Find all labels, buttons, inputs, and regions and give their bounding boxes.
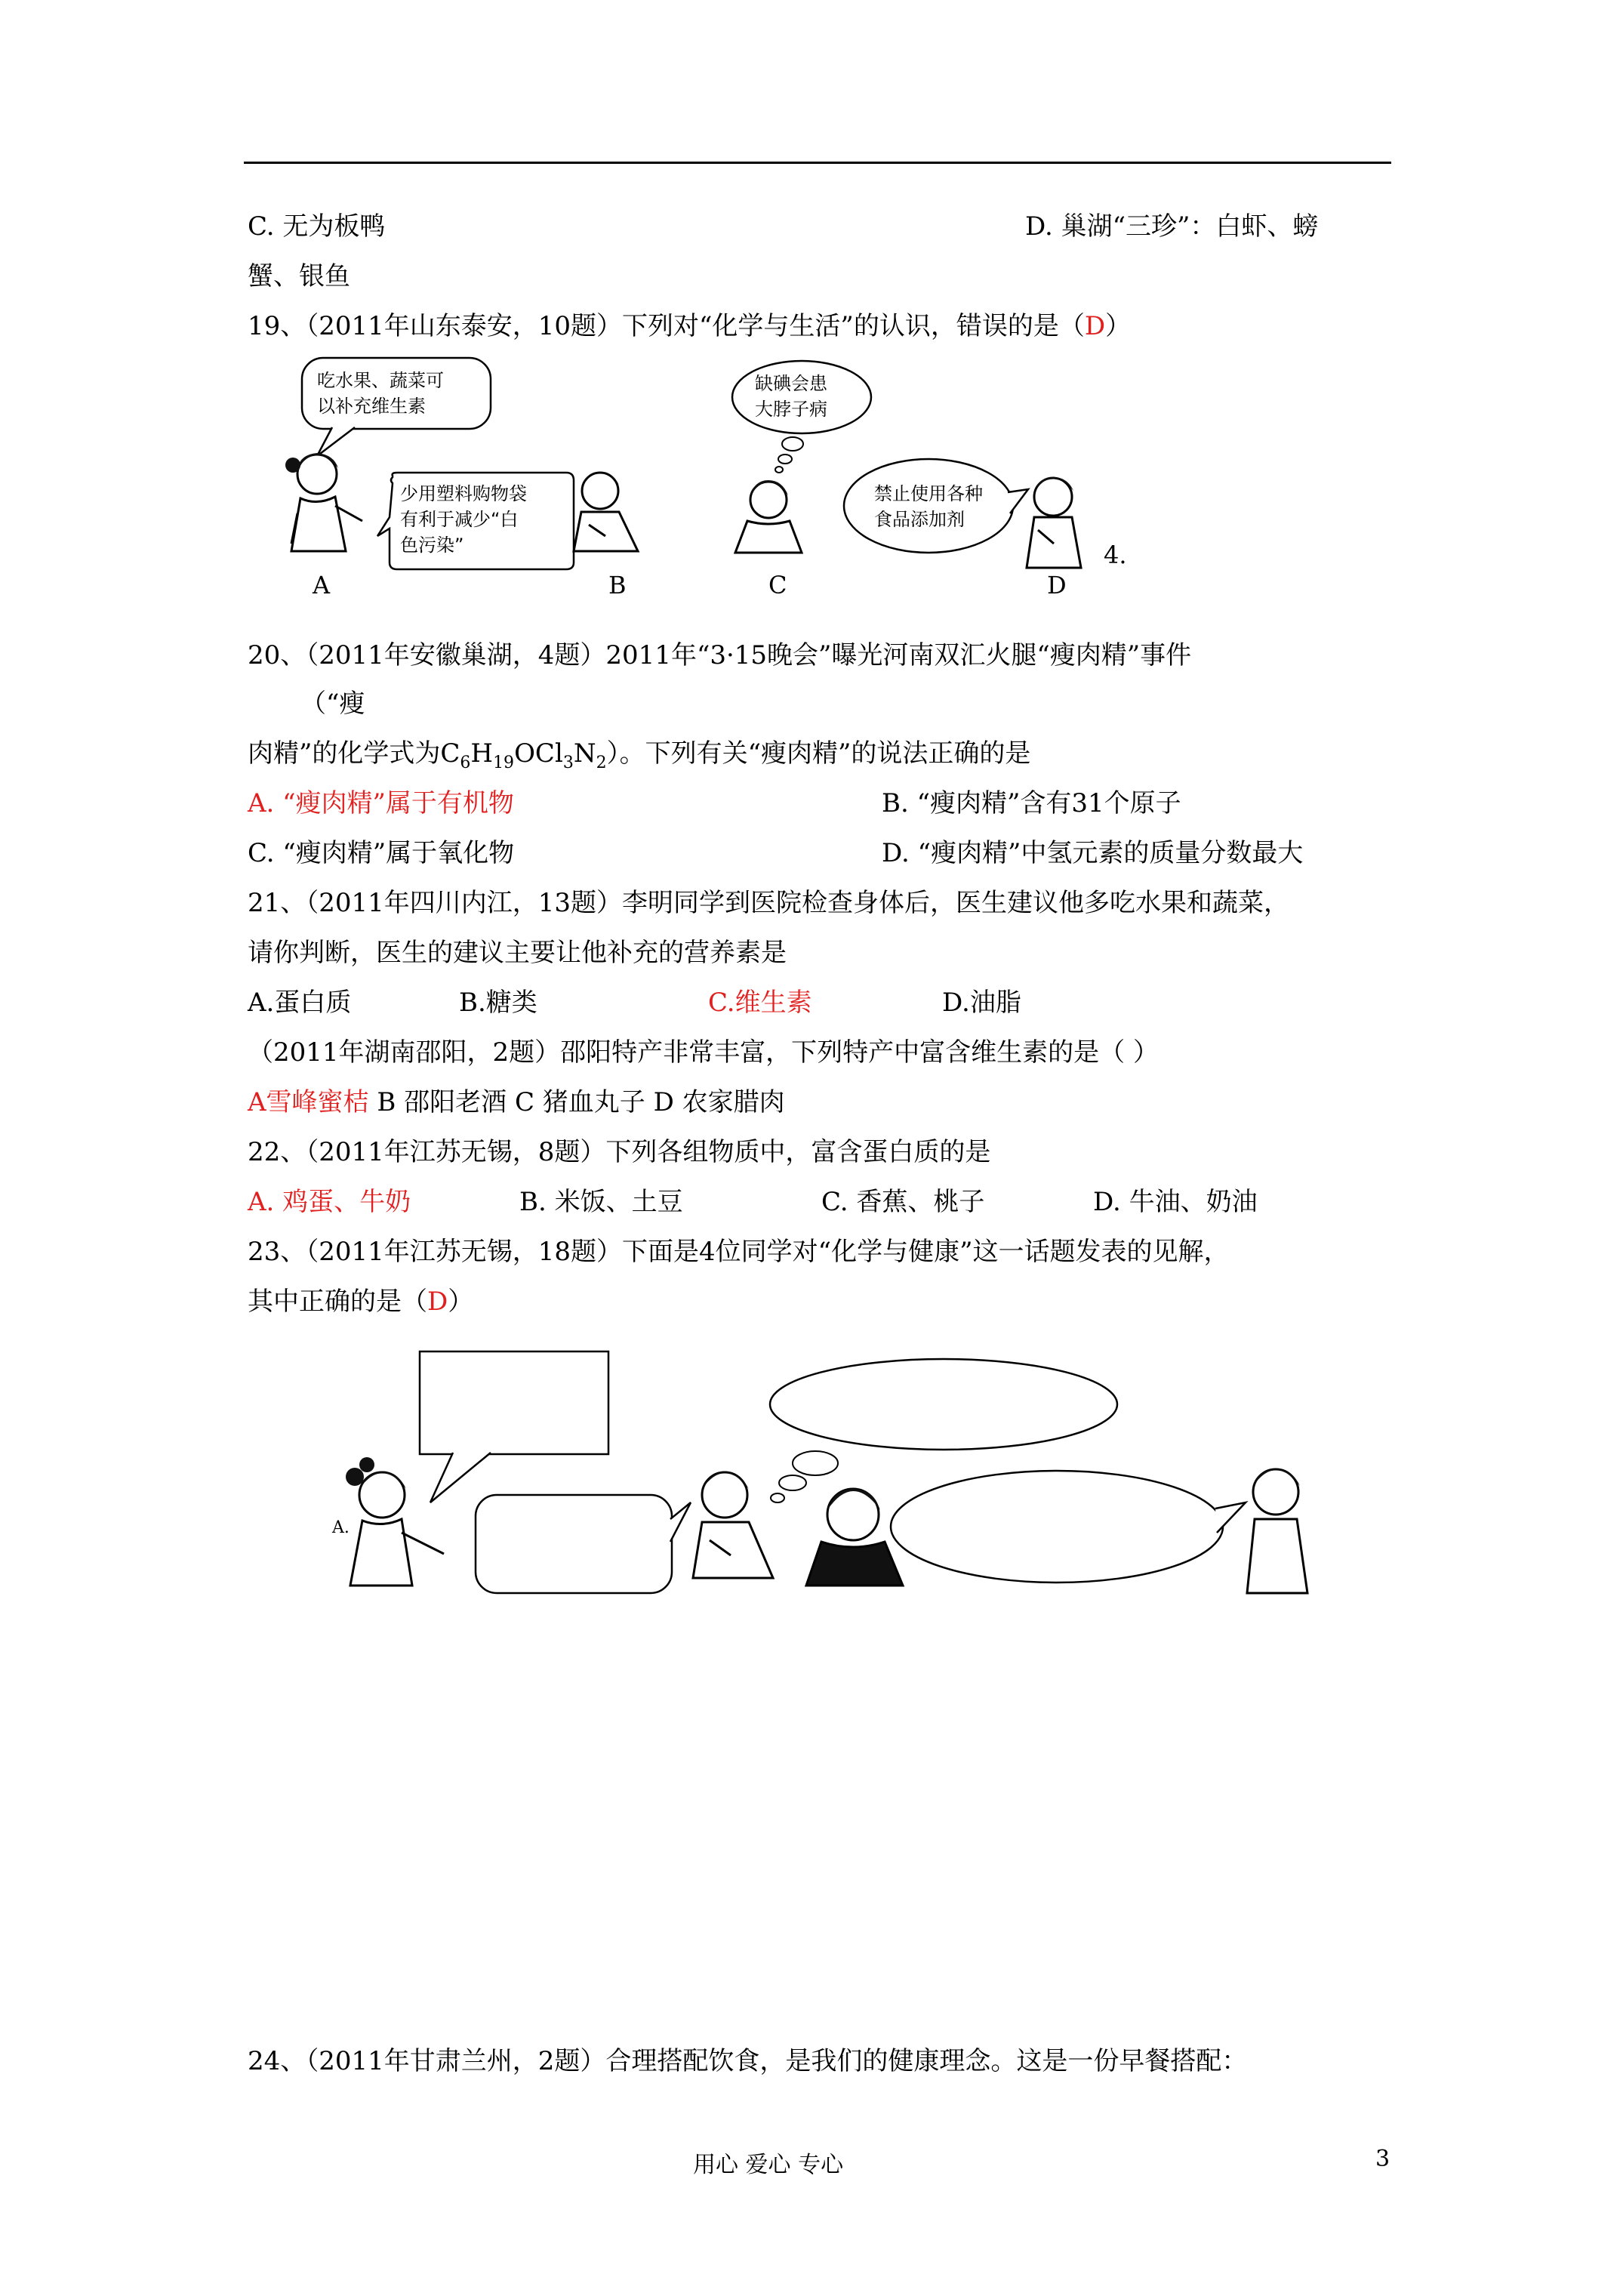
question-21-line2: 请你判断，医生的建议主要让他补充的营养素是 — [248, 938, 787, 968]
bubble-b-line3: 色污染” — [400, 535, 464, 556]
question-24: 24、（2011年甘肃兰州，2题）合理搭配饮食，是我们的健康理念。这是一份早餐搭配： — [248, 2046, 1248, 2076]
answer-19: D — [1084, 311, 1106, 341]
q20-option-d: D. “瘦肉精”中氢元素的质量分数最大 — [882, 838, 1304, 868]
question-19: 19、（2011年山东泰安，10题）下列对“化学与生活”的认识，错误的是（D） — [248, 311, 1132, 341]
bubble-d-line1: 禁止使用各种 — [874, 483, 983, 504]
figure-19-cartoon — [264, 355, 1147, 604]
student-c-figure — [735, 480, 802, 553]
figure23-student-a — [331, 1457, 444, 1586]
q21-option-a: A.蛋白质 — [248, 988, 352, 1018]
question-20-line1: 20、（2011年安徽巢湖，4题）2011年“3·15晚会”曝光河南双汇火腿“瘦肉精”事件 — [248, 640, 1192, 670]
q22-option-b: B. 米饭、土豆 — [519, 1187, 683, 1217]
figure-23-cartoon — [317, 1344, 1351, 1601]
bubble-b-line2: 有利于减少“白 — [400, 509, 519, 530]
footer-motto: 用心 爱心 专心 — [693, 2152, 844, 2178]
q21-option-c: C.维生素 — [708, 988, 812, 1018]
question-20-line2: （“瘦 — [300, 689, 365, 719]
figure23-student-d — [1247, 1469, 1307, 1593]
q20-option-a: A. “瘦肉精”属于有机物 — [248, 788, 514, 818]
figure23-label-a: A. — [332, 1518, 350, 1537]
bubble-a-line2: 以补充维生素 — [317, 396, 426, 417]
figure23-student-b — [693, 1472, 773, 1578]
bubble-c-line2: 大脖子病 — [755, 399, 827, 420]
page-number: 3 — [1375, 2146, 1390, 2172]
q21-option-d: D.油脂 — [942, 988, 1021, 1018]
question-21-line1: 21、（2011年四川内江，13题）李明同学到医院检查身体后，医生建议他多吃水果和蔬菜， — [248, 888, 1290, 918]
option-d-line: D. 巢湖“三珍”：白虾、螃 — [1025, 211, 1319, 242]
option-d-continued: 蟹、银鱼 — [248, 261, 350, 291]
question-23-line1: 23、（2011年江苏无锡，18题）下面是4位同学对“化学与健康”这一话题发表的见解， — [248, 1237, 1230, 1267]
bubble-a-line1: 吃水果、蔬菜可 — [317, 370, 444, 391]
q20-option-b: B. “瘦肉精”含有31个原子 — [882, 788, 1181, 818]
question-20-line3: 肉精”的化学式为$C_6H_{19}OCl_3N_2$）。下列有关“瘦肉精”的说法正确的是 — [248, 738, 1031, 772]
label-d: D — [1047, 571, 1067, 599]
option-c-line: C. 无为板鸭 — [248, 211, 386, 242]
chemical-formula: $C_6H_{19}OCl_3N_2$ — [440, 738, 607, 772]
q21-option-b: B.糖类 — [459, 988, 537, 1018]
label-a: A — [313, 571, 331, 599]
student-a-figure — [285, 453, 362, 551]
question-23-line2: 其中正确的是（D） — [248, 1287, 474, 1317]
figure23-student-c — [806, 1489, 903, 1586]
q22-option-d: D. 牛油、奶油 — [1093, 1187, 1258, 1217]
header-rule — [244, 162, 1391, 164]
student-b-figure — [574, 472, 638, 551]
label-c: C — [768, 571, 787, 599]
bubble-b-line1: 少用塑料购物袋 — [400, 483, 527, 504]
q22-option-a: A. 鸡蛋、牛奶 — [248, 1187, 411, 1217]
question-shaoyang-options: A雪峰蜜桔 B 邵阳老酒 C 猪血丸子 D 农家腊肉 — [248, 1087, 785, 1117]
q20-option-c: C. “瘦肉精”属于氧化物 — [248, 838, 515, 868]
answer-23: D — [427, 1287, 448, 1317]
figure-tail: 4. — [1104, 541, 1127, 569]
label-b: B — [608, 571, 627, 599]
bubble-c-line1: 缺碘会患 — [755, 373, 827, 394]
question-22: 22、（2011年江苏无锡，8题）下列各组物质中，富含蛋白质的是 — [248, 1137, 991, 1167]
shaoyang-option-a: A雪峰蜜桔 — [248, 1087, 369, 1117]
q22-option-c: C. 香蕉、桃子 — [821, 1187, 985, 1217]
bubble-d-line2: 食品添加剂 — [874, 509, 965, 530]
question-shaoyang: （2011年湖南邵阳，2题）邵阳特产非常丰富，下列特产中富含维生素的是（ ） — [248, 1037, 1159, 1068]
student-d-figure — [1027, 477, 1081, 568]
